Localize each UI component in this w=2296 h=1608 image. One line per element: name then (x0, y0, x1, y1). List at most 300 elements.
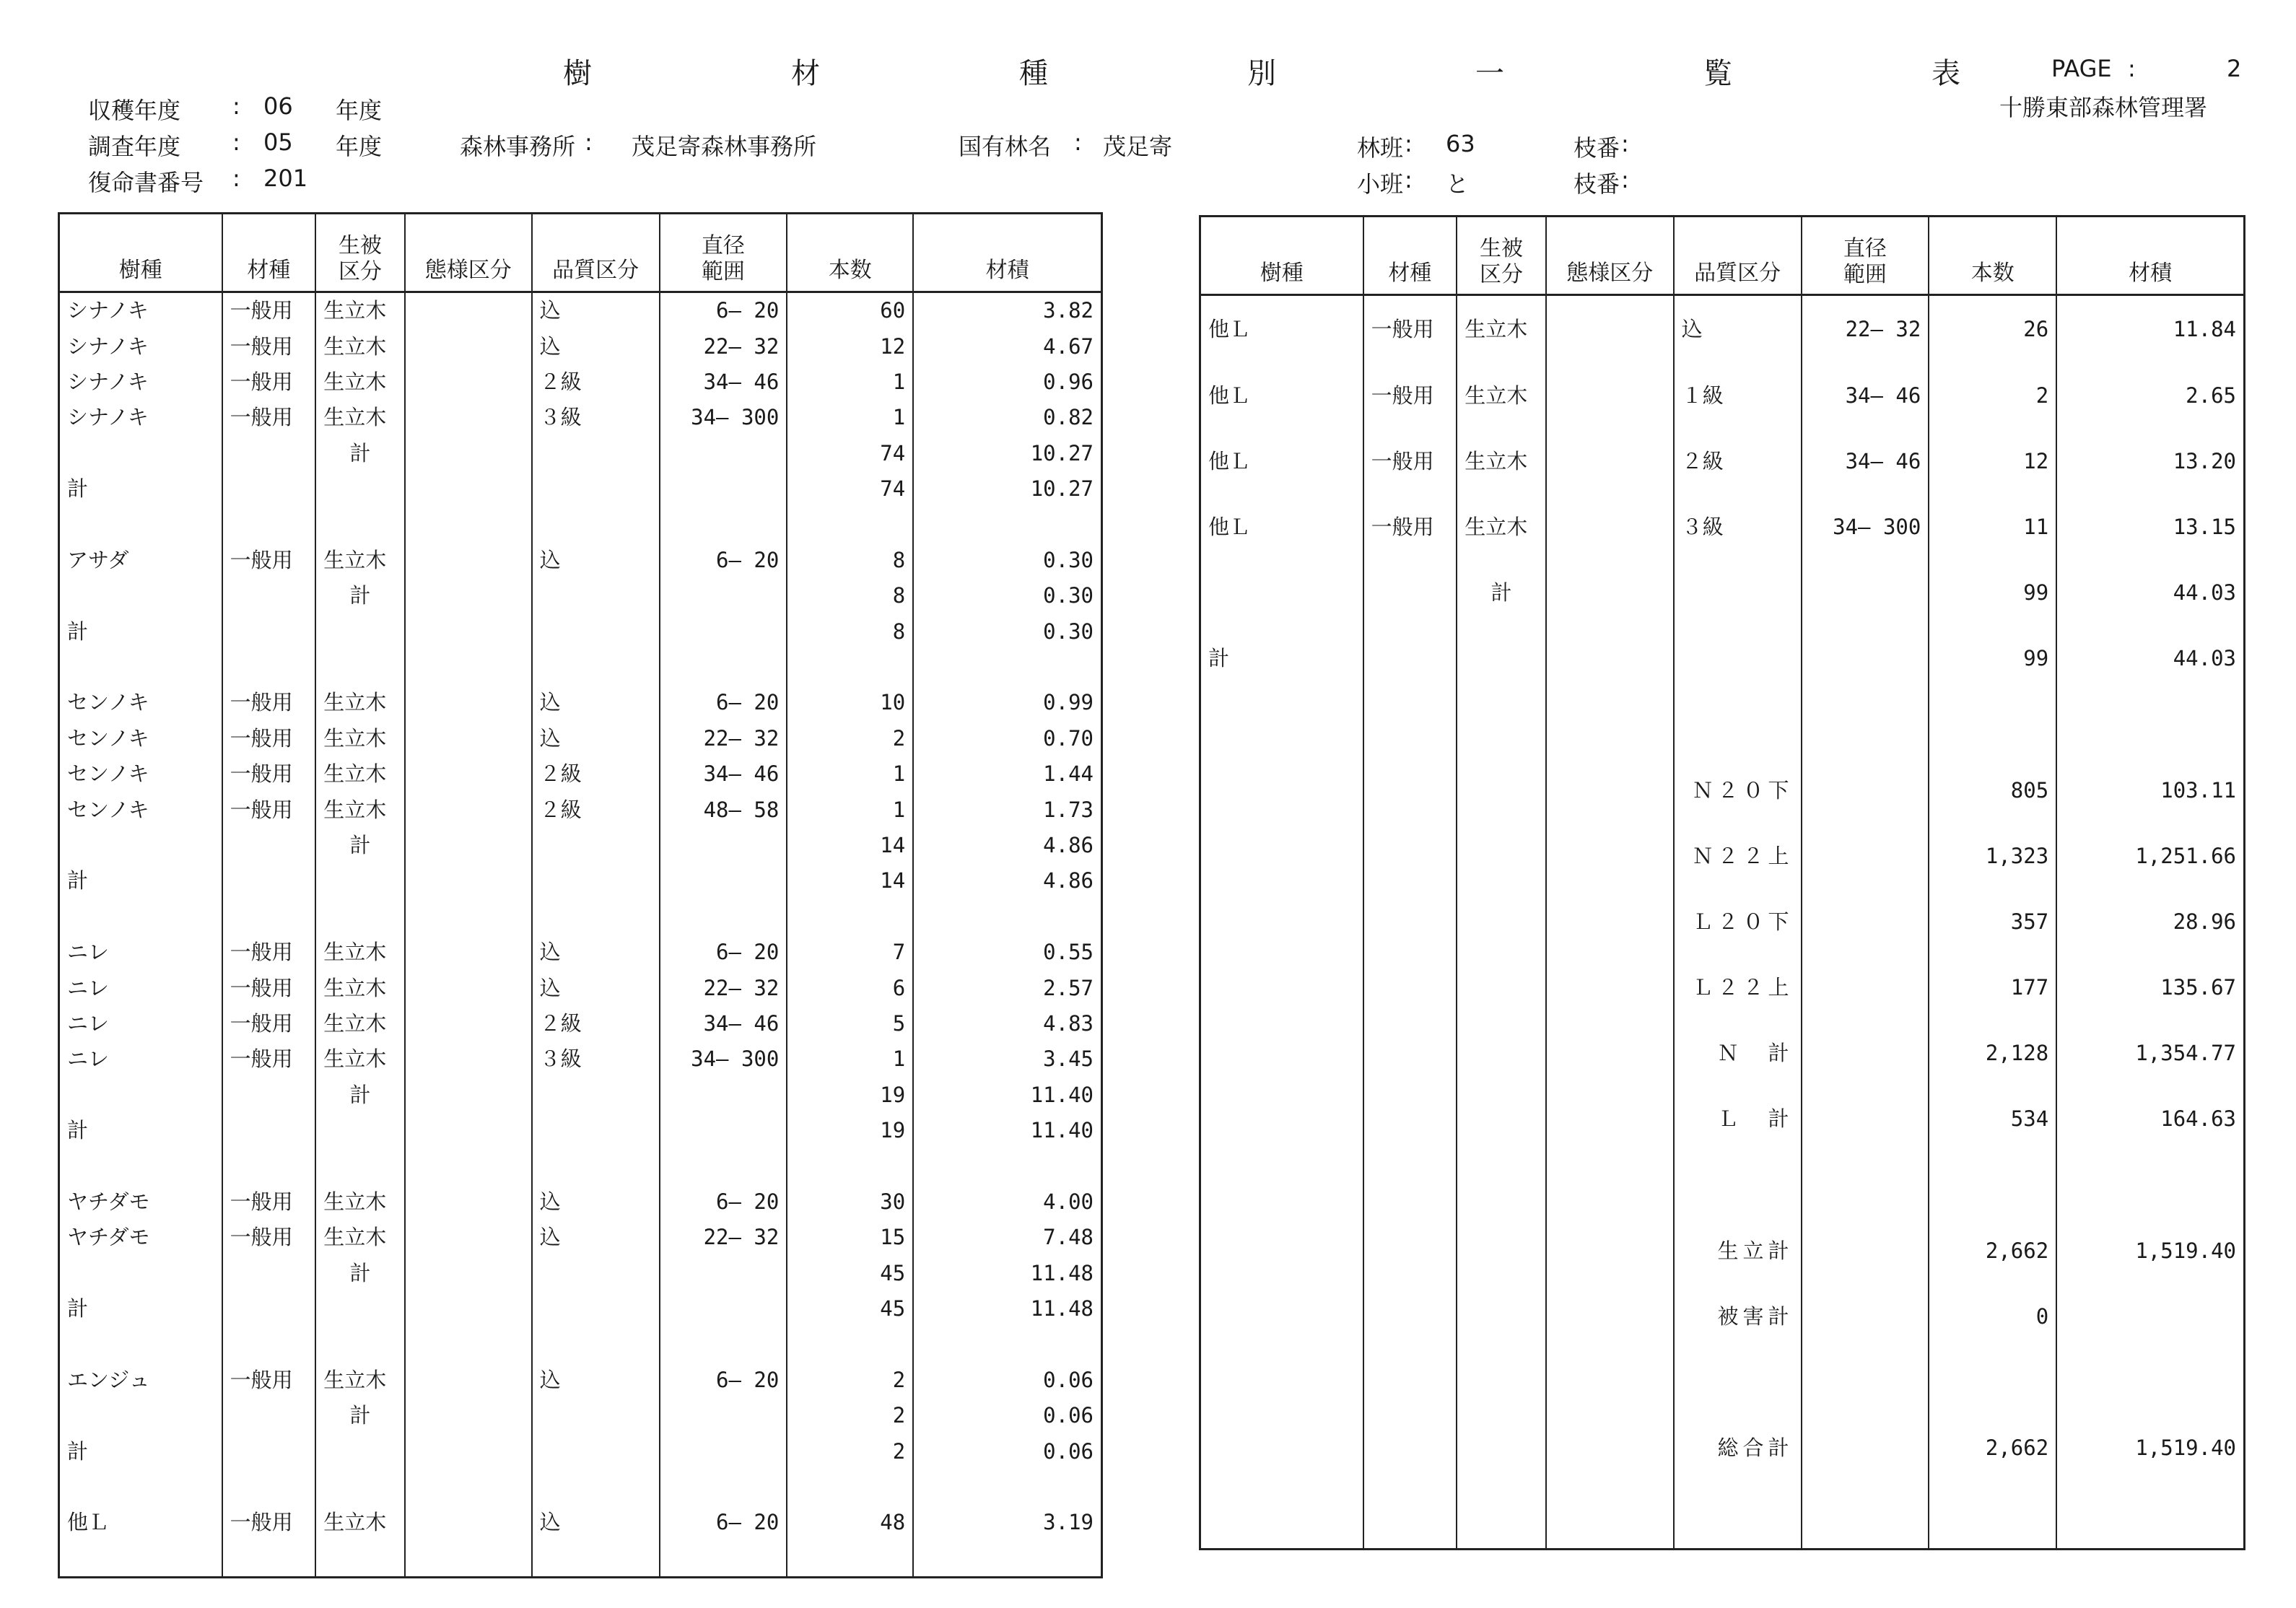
species-cell: ニレ (59, 970, 222, 1005)
table-row (1200, 1350, 2245, 1415)
table-row (59, 292, 1102, 329)
material-cell: 一般用 (222, 1363, 316, 1398)
count-cell: 2,662 (1929, 1218, 2056, 1284)
volume-cell: 4.67 (913, 328, 1101, 364)
count-cell: 5 (787, 1006, 913, 1041)
material-cell (222, 828, 316, 863)
quality-cell: 込 (532, 292, 660, 329)
left-table-header-row (59, 214, 1102, 292)
mode-cell (1546, 1415, 1674, 1481)
report-no-colon: : (232, 165, 240, 192)
class-cell (315, 863, 405, 899)
class-cell (315, 614, 405, 650)
mode-cell (1546, 757, 1674, 823)
count-cell: 1 (787, 792, 913, 827)
range-cell (1802, 560, 1929, 626)
volume-cell (913, 899, 1101, 935)
count-cell: 2 (787, 1398, 913, 1433)
rinpan-label: 林班 (1357, 134, 1404, 162)
volume-cell: 0.82 (913, 400, 1101, 435)
species-cell (1200, 691, 1363, 757)
filler-cell (1363, 1481, 1457, 1549)
mode-cell (405, 899, 532, 935)
species-cell (1200, 1415, 1363, 1481)
class-cell: 生立木 (315, 1184, 405, 1220)
filler-cell (1457, 1481, 1546, 1549)
range-cell (1802, 1021, 1929, 1086)
species-cell: センノキ (59, 792, 222, 827)
volume-cell (2056, 691, 2244, 757)
quality-cell (532, 1327, 660, 1362)
table-row (59, 400, 1102, 435)
range-cell (660, 899, 787, 935)
species-cell: シナノキ (59, 292, 222, 329)
range-cell: 22— 32 (660, 721, 787, 756)
range-cell (1802, 626, 1929, 691)
quality-cell: 込 (532, 328, 660, 364)
class-cell (315, 1291, 405, 1327)
summary-label-cell: Ｎ２０下 (1674, 757, 1802, 823)
range-cell: 22— 32 (660, 328, 787, 364)
range-cell (660, 1327, 787, 1362)
species-cell: シナノキ (59, 400, 222, 435)
range-cell (1802, 691, 1929, 757)
edaban-colon-1: : (1621, 130, 1629, 157)
count-cell: 2 (787, 1434, 913, 1469)
mode-cell (1546, 1218, 1674, 1284)
survey-year-label: 調査年度 (88, 133, 181, 160)
page-label: PAGE (2051, 55, 2112, 82)
right-table-header-row (1200, 217, 2245, 295)
volume-cell: 0.96 (913, 364, 1101, 400)
class-cell: 生立木 (1457, 429, 1546, 494)
count-cell: 19 (787, 1078, 913, 1113)
volume-cell: 0.06 (913, 1434, 1101, 1469)
volume-cell: 164.63 (2056, 1086, 2244, 1152)
quality-cell: 込 (532, 685, 660, 720)
class-cell: 生立木 (1457, 494, 1546, 560)
volume-cell: 11.40 (913, 1078, 1101, 1113)
mode-cell (405, 292, 532, 329)
class-cell (315, 899, 405, 935)
material-cell (1363, 1415, 1457, 1481)
quality-cell (532, 650, 660, 685)
range-cell: 34— 300 (660, 1041, 787, 1077)
document-title: 樹 材 種 別 一 覧 表 (563, 57, 2046, 90)
species-cell: ヤチダモ (59, 1220, 222, 1255)
mode-cell (405, 1006, 532, 1041)
count-cell (1929, 1350, 2056, 1415)
count-cell: 2,128 (1929, 1021, 2056, 1086)
volume-cell: 11.84 (2056, 295, 2244, 363)
volume-cell: 11.40 (913, 1113, 1101, 1148)
count-cell: 1 (787, 756, 913, 792)
mode-cell (1546, 1021, 1674, 1086)
mode-cell (405, 471, 532, 507)
filler-cell (787, 1541, 913, 1578)
mode-cell (1546, 1153, 1674, 1218)
table-row (59, 685, 1102, 720)
quality-cell: 込 (532, 721, 660, 756)
species-cell: 他Ｌ (1200, 429, 1363, 494)
volume-cell: 103.11 (2056, 757, 2244, 823)
material-cell: 一般用 (222, 1006, 316, 1041)
range-cell: 6— 20 (660, 685, 787, 720)
filler-cell (59, 1541, 222, 1578)
species-cell: 計 (1200, 626, 1363, 691)
mode-cell (405, 1220, 532, 1255)
range-cell (660, 1113, 787, 1148)
range-cell: 6— 20 (660, 1184, 787, 1220)
mode-cell (1546, 955, 1674, 1021)
filler-cell (532, 1541, 660, 1578)
mode-cell (1546, 1086, 1674, 1152)
count-cell: 74 (787, 471, 913, 507)
volume-cell: 4.86 (913, 828, 1101, 863)
material-cell (1363, 889, 1457, 955)
material-cell (222, 578, 316, 613)
count-cell: 6 (787, 970, 913, 1005)
mode-cell (405, 1256, 532, 1291)
table-row (1200, 429, 2245, 494)
volume-cell: 0.70 (913, 721, 1101, 756)
volume-cell: 28.96 (2056, 889, 2244, 955)
count-cell: 805 (1929, 757, 2056, 823)
class-cell: 生立木 (315, 1363, 405, 1398)
range-cell (660, 1256, 787, 1291)
quality-cell: ２級 (532, 792, 660, 827)
class-cell: 計 (315, 436, 405, 471)
table-row (59, 863, 1102, 899)
range-cell (1802, 955, 1929, 1021)
material-cell: 一般用 (222, 328, 316, 364)
class-cell (1457, 626, 1546, 691)
species-cell (1200, 1350, 1363, 1415)
quality-cell (532, 1398, 660, 1433)
count-cell: 1 (787, 1041, 913, 1077)
table-row (59, 721, 1102, 756)
summary-label-cell: 生立計 (1674, 1218, 1802, 1284)
summary-label-cell: Ｎ２２上 (1674, 823, 1802, 889)
range-cell: 34— 46 (1802, 429, 1929, 494)
national-forest-value: 茂足寄 (1103, 133, 1173, 160)
class-cell: 計 (315, 1078, 405, 1113)
volume-cell: 0.55 (913, 935, 1101, 970)
species-cell: センノキ (59, 756, 222, 792)
volume-cell: 7.48 (913, 1220, 1101, 1255)
filler-cell (1546, 1481, 1674, 1549)
class-cell: 生立木 (1457, 362, 1546, 428)
table-row (59, 1078, 1102, 1113)
mode-cell (405, 614, 532, 650)
species-cell: アサダ (59, 543, 222, 578)
material-cell (222, 507, 316, 542)
shohan-colon: : (1405, 166, 1413, 193)
col-material-header: 材種 (1363, 217, 1457, 295)
material-cell: 一般用 (222, 792, 316, 827)
material-cell: 一般用 (1363, 429, 1457, 494)
range-cell: 6— 20 (660, 292, 787, 329)
material-cell: 一般用 (222, 685, 316, 720)
material-cell (222, 1398, 316, 1433)
volume-cell: 1,519.40 (2056, 1415, 2244, 1481)
range-cell: 22— 32 (660, 970, 787, 1005)
species-cell: エンジュ (59, 1363, 222, 1398)
count-cell (787, 650, 913, 685)
count-cell: 1 (787, 400, 913, 435)
range-cell: 22— 32 (1802, 295, 1929, 363)
count-cell: 12 (1929, 429, 2056, 494)
species-cell (59, 578, 222, 613)
report-no-value: 201 (263, 165, 308, 192)
col-count-header: 本数 (787, 214, 913, 292)
volume-cell: 0.99 (913, 685, 1101, 720)
class-cell: 生立木 (315, 400, 405, 435)
col-diameter-header-bottom: 範囲 (701, 259, 745, 284)
count-cell: 99 (1929, 560, 2056, 626)
range-cell (660, 614, 787, 650)
range-cell (1802, 1153, 1929, 1218)
volume-cell (2056, 1350, 2244, 1415)
table-row (59, 543, 1102, 578)
table-row (59, 1113, 1102, 1148)
material-cell: 一般用 (222, 400, 316, 435)
table-row (59, 1256, 1102, 1291)
count-cell: 2 (787, 721, 913, 756)
volume-cell: 3.19 (913, 1505, 1101, 1540)
volume-cell: 1,354.77 (2056, 1021, 2244, 1086)
table-row (59, 792, 1102, 827)
volume-cell (913, 507, 1101, 542)
range-cell (660, 507, 787, 542)
summary-label-cell: Ｌ２２上 (1674, 955, 1802, 1021)
table-row (59, 935, 1102, 970)
count-cell (1929, 691, 2056, 757)
table-row (59, 1184, 1102, 1220)
mode-cell (405, 1434, 532, 1469)
mode-cell (405, 543, 532, 578)
species-cell: 計 (59, 1291, 222, 1327)
mode-cell (405, 1113, 532, 1148)
filler-cell (1674, 1481, 1802, 1549)
table-row (59, 471, 1102, 507)
col-diameter-header-bottom: 範囲 (1843, 262, 1887, 287)
range-cell: 34— 300 (1802, 494, 1929, 560)
mode-cell (1546, 295, 1674, 363)
material-cell (222, 899, 316, 935)
range-cell (660, 1148, 787, 1184)
table-row (1200, 955, 2245, 1021)
volume-cell (913, 650, 1101, 685)
species-cell (59, 1398, 222, 1433)
harvest-year-value: 06 (263, 92, 293, 120)
rinpan-colon: : (1405, 130, 1413, 157)
count-cell (787, 1469, 913, 1505)
count-cell: 8 (787, 543, 913, 578)
species-cell: センノキ (59, 685, 222, 720)
table-row (59, 1505, 1102, 1540)
col-class-header-bottom: 区分 (339, 259, 383, 284)
col-material-header: 材種 (222, 214, 316, 292)
class-cell: 生立木 (315, 1041, 405, 1077)
quality-cell: 込 (532, 1505, 660, 1540)
class-cell: 計 (315, 578, 405, 613)
survey-year-unit: 年度 (336, 133, 383, 160)
class-cell: 生立木 (315, 721, 405, 756)
col-diameter-header-top: 直径 (1843, 236, 1887, 261)
material-cell: 一般用 (1363, 494, 1457, 560)
range-cell: 22— 32 (660, 1220, 787, 1255)
range-cell (1802, 1284, 1929, 1350)
material-cell (222, 863, 316, 899)
summary-label-cell: Ｎ 計 (1674, 1021, 1802, 1086)
volume-cell (2056, 1284, 2244, 1350)
species-cell (1200, 889, 1363, 955)
col-species-header: 樹種 (1200, 217, 1363, 295)
count-cell (787, 507, 913, 542)
material-cell (222, 1148, 316, 1184)
species-cell: 計 (59, 471, 222, 507)
species-cell: シナノキ (59, 364, 222, 400)
edaban-label-2: 枝番 (1573, 170, 1620, 198)
class-cell: 計 (315, 1256, 405, 1291)
material-cell: 一般用 (222, 1184, 316, 1220)
edaban-colon-2: : (1621, 166, 1629, 193)
class-cell (315, 471, 405, 507)
report-no-label: 復命書番号 (88, 169, 204, 196)
species-cell: 計 (59, 614, 222, 650)
right-species-table (1199, 215, 2245, 1550)
quality-cell (532, 471, 660, 507)
class-cell (1457, 757, 1546, 823)
quality-cell (532, 899, 660, 935)
mode-cell (405, 578, 532, 613)
material-cell (222, 1327, 316, 1362)
rinpan-value: 63 (1446, 130, 1475, 157)
shohan-label: 小班 (1357, 170, 1404, 198)
volume-cell: 1,519.40 (2056, 1218, 2244, 1284)
range-cell (660, 1291, 787, 1327)
species-cell: 計 (59, 1113, 222, 1148)
col-class-header-top: 生被 (339, 233, 383, 258)
material-cell (222, 436, 316, 471)
species-cell (1200, 1153, 1363, 1218)
count-cell: 15 (787, 1220, 913, 1255)
table-row (1200, 1153, 2245, 1218)
col-quality-header: 品質区分 (532, 214, 660, 292)
table-row (1200, 295, 2245, 363)
class-cell: 生立木 (315, 292, 405, 329)
class-cell: 生立木 (315, 364, 405, 400)
mode-cell (1546, 494, 1674, 560)
species-cell: 計 (59, 863, 222, 899)
volume-cell (913, 1327, 1101, 1362)
range-cell (660, 471, 787, 507)
table-row (1200, 1284, 2245, 1350)
quality-cell: ２級 (532, 756, 660, 792)
material-cell (1363, 1218, 1457, 1284)
class-cell (1457, 1350, 1546, 1415)
species-cell (59, 1078, 222, 1113)
class-cell (1457, 823, 1546, 889)
count-cell: 14 (787, 863, 913, 899)
volume-cell: 2.65 (2056, 362, 2244, 428)
volume-cell: 1,251.66 (2056, 823, 2244, 889)
range-cell: 48— 58 (660, 792, 787, 827)
class-cell: 生立木 (315, 1006, 405, 1041)
volume-cell (913, 1148, 1101, 1184)
filler-cell (913, 1541, 1101, 1578)
material-cell (1363, 1350, 1457, 1415)
class-cell (1457, 1284, 1546, 1350)
table-row (59, 1148, 1102, 1184)
volume-cell: 135.67 (2056, 955, 2244, 1021)
material-cell (1363, 955, 1457, 1021)
range-cell (1802, 889, 1929, 955)
mode-cell (405, 328, 532, 364)
table-row (59, 614, 1102, 650)
quality-cell (532, 507, 660, 542)
quality-cell: １級 (1674, 362, 1802, 428)
table-row (1200, 362, 2245, 428)
table-row (59, 1291, 1102, 1327)
volume-cell: 0.30 (913, 543, 1101, 578)
mode-cell (1546, 889, 1674, 955)
filler-cell (405, 1541, 532, 1578)
quality-cell (532, 614, 660, 650)
material-cell (1363, 823, 1457, 889)
col-volume-header: 材積 (913, 214, 1101, 292)
species-cell: センノキ (59, 721, 222, 756)
mode-cell (405, 1291, 532, 1327)
count-cell (787, 899, 913, 935)
table-row (1200, 1086, 2245, 1152)
volume-cell: 44.03 (2056, 560, 2244, 626)
mode-cell (405, 935, 532, 970)
mode-cell (405, 863, 532, 899)
table-row (59, 1327, 1102, 1362)
count-cell: 1 (787, 364, 913, 400)
table-row (59, 756, 1102, 792)
quality-cell: 込 (532, 935, 660, 970)
count-cell: 1,323 (1929, 823, 2056, 889)
col-quality-header: 品質区分 (1674, 217, 1802, 295)
species-cell: 他Ｌ (1200, 362, 1363, 428)
table-row (59, 1469, 1102, 1505)
material-cell: 一般用 (222, 364, 316, 400)
species-cell: ニレ (59, 1041, 222, 1077)
count-cell: 19 (787, 1113, 913, 1148)
quality-cell: ３級 (532, 1041, 660, 1077)
harvest-year-label: 収穫年度 (88, 97, 181, 124)
material-cell (1363, 1086, 1457, 1152)
filler-cell (2056, 1481, 2244, 1549)
range-cell (1802, 1086, 1929, 1152)
class-cell (1457, 889, 1546, 955)
filler-cell (315, 1541, 405, 1578)
quality-cell: 込 (532, 543, 660, 578)
volume-cell (2056, 1153, 2244, 1218)
species-cell (59, 1327, 222, 1362)
filler-row (1200, 1481, 2245, 1549)
species-cell: 他Ｌ (59, 1505, 222, 1540)
class-cell: 生立木 (315, 1505, 405, 1540)
material-cell (1363, 1153, 1457, 1218)
table-row (59, 507, 1102, 542)
mode-cell (405, 792, 532, 827)
species-cell (59, 507, 222, 542)
col-count-header: 本数 (1929, 217, 2056, 295)
